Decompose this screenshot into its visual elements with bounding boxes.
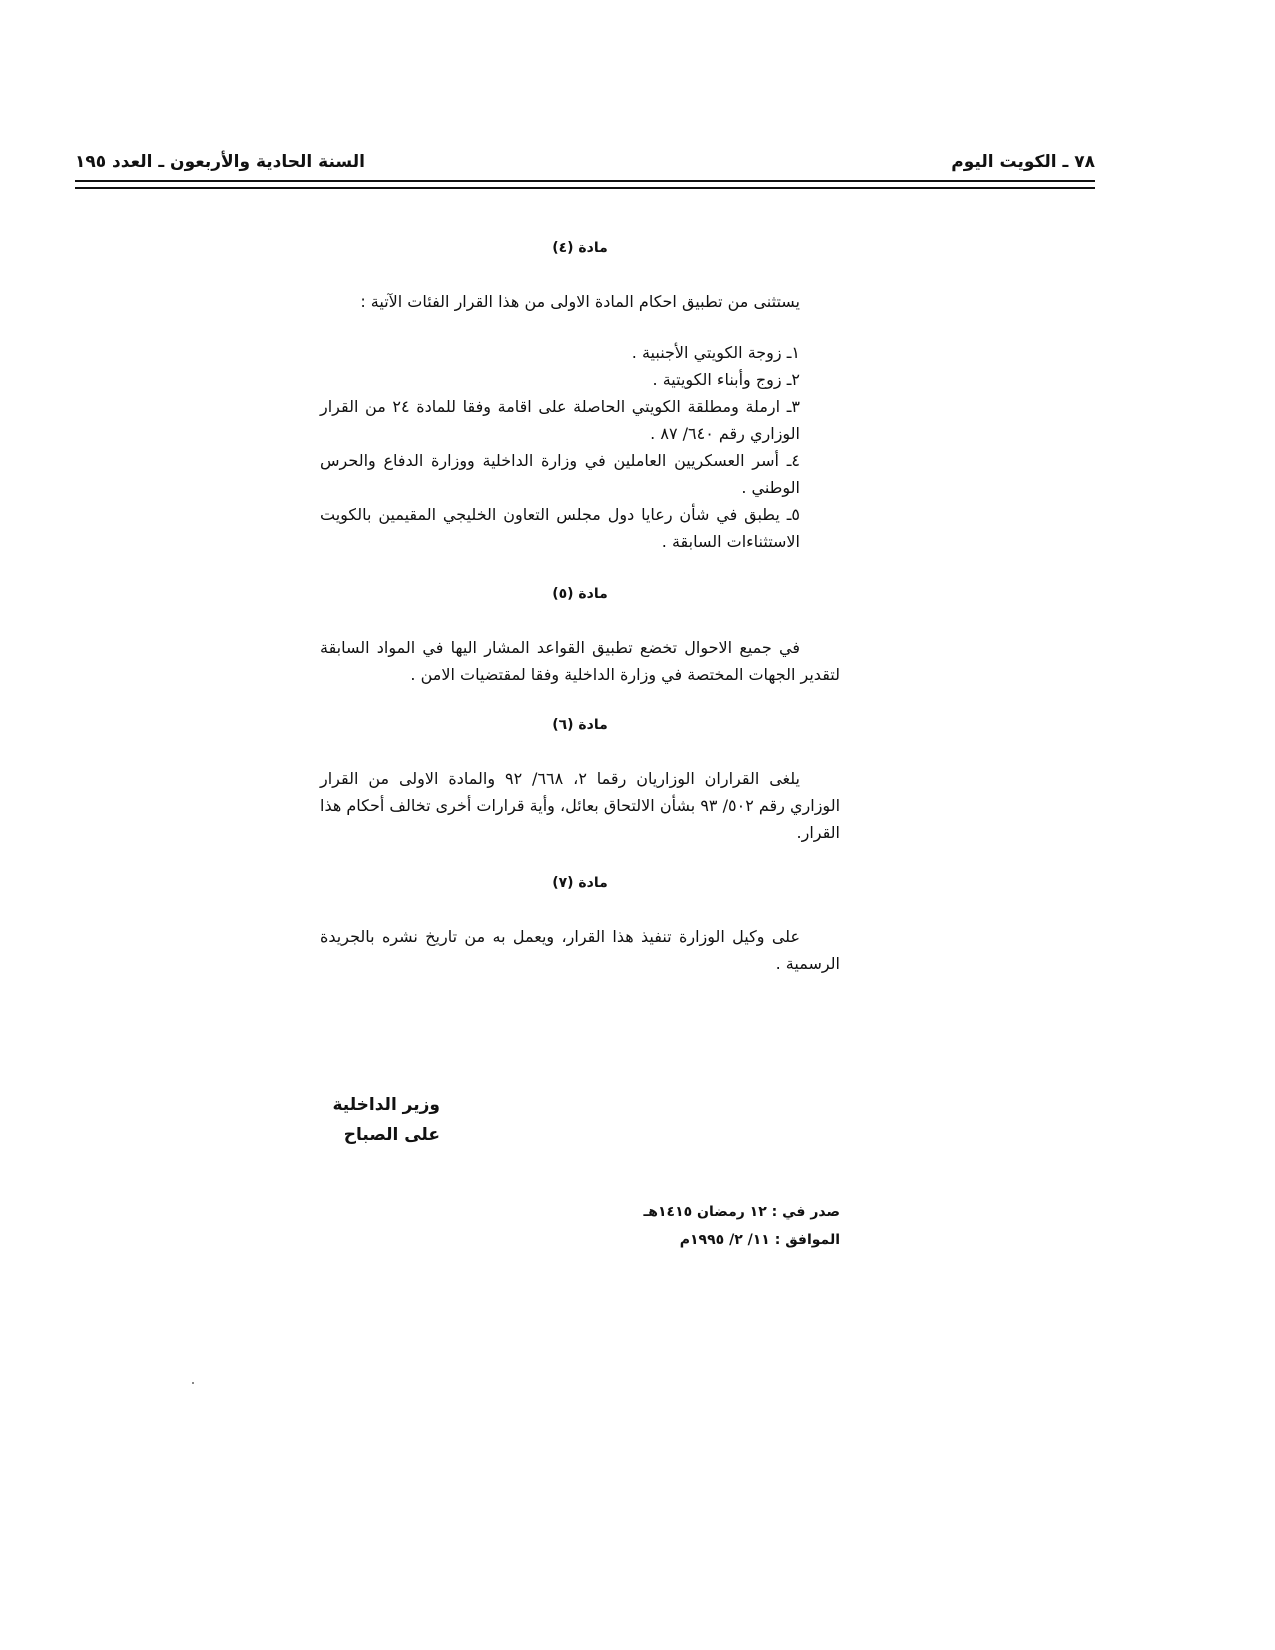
header-rule bbox=[75, 180, 1095, 189]
list-item: ٣ـ ارملة ومطلقة الكويتي الحاصلة على اقامة وفقا للمادة ٢٤ من القرار الوزاري رقم ٦٤٠/ ٨٧ . bbox=[320, 397, 800, 443]
article-4-intro: يستثنى من تطبيق احكام المادة الاولى من هذا القرار الفئات الآتية : bbox=[360, 292, 800, 311]
article-4-list bbox=[320, 339, 840, 555]
list-item: ١ـ زوجة الكويتي الأجنبية . bbox=[631, 343, 800, 362]
header-year-issue: السنة الحادية والأربعون ـ العدد ١٩٥ bbox=[75, 152, 365, 172]
article-7-title: مادة (٧) bbox=[552, 875, 608, 891]
scan-speck bbox=[192, 1382, 194, 1384]
list-item: ٥ـ يطبق في شأن رعايا دول مجلس التعاون الخليجي المقيمين بالكويت الاستثناءات السابقة . bbox=[320, 505, 800, 551]
article-6-text: يلغى القراران الوزاريان رقما ٢، ٦٦٨/ ٩٢ والمادة الاولى من القرار الوزاري رقم ٥٠٢/ ٩٣ بشأن الالتحاق بعائل، وأية قرارات أخرى تخالف أحكام هذا القرار. bbox=[320, 769, 841, 842]
article-7-text: على وكيل الوزارة تنفيذ هذا القرار، ويعمل به من تاريخ نشره بالجريدة الرسمية . bbox=[320, 927, 840, 973]
signature-block bbox=[330, 1090, 440, 1150]
article-6-title: مادة (٦) bbox=[552, 717, 608, 733]
article-5-text: في جميع الاحوال تخضع تطبيق القواعد المشار اليها في المواد السابقة لتقدير الجهات المختصة في وزارة الداخلية وفقا لمقتضيات الامن . bbox=[320, 638, 840, 684]
page-header bbox=[75, 148, 1095, 176]
article-4-title: مادة (٤) bbox=[552, 240, 608, 256]
list-item: ٢ـ زوج وأبناء الكويتية . bbox=[652, 370, 800, 389]
signature-name: على الصباح bbox=[343, 1125, 440, 1145]
decree-body bbox=[320, 225, 840, 1001]
header-page-number-title: ٧٨ ـ الكويت اليوم bbox=[951, 152, 1095, 172]
issue-dates bbox=[640, 1198, 840, 1254]
issued-date: صدر في : ١٢ رمضان ١٤١٥هـ bbox=[643, 1204, 840, 1220]
article-5-title: مادة (٥) bbox=[552, 586, 608, 602]
corresponding-date: الموافق : ١١/ ٢/ ١٩٩٥م bbox=[679, 1232, 840, 1248]
signature-title: وزير الداخلية bbox=[332, 1095, 440, 1115]
list-item: ٤ـ أسر العسكريين العاملين في وزارة الداخلية ووزارة الدفاع والحرس الوطني . bbox=[320, 451, 800, 497]
